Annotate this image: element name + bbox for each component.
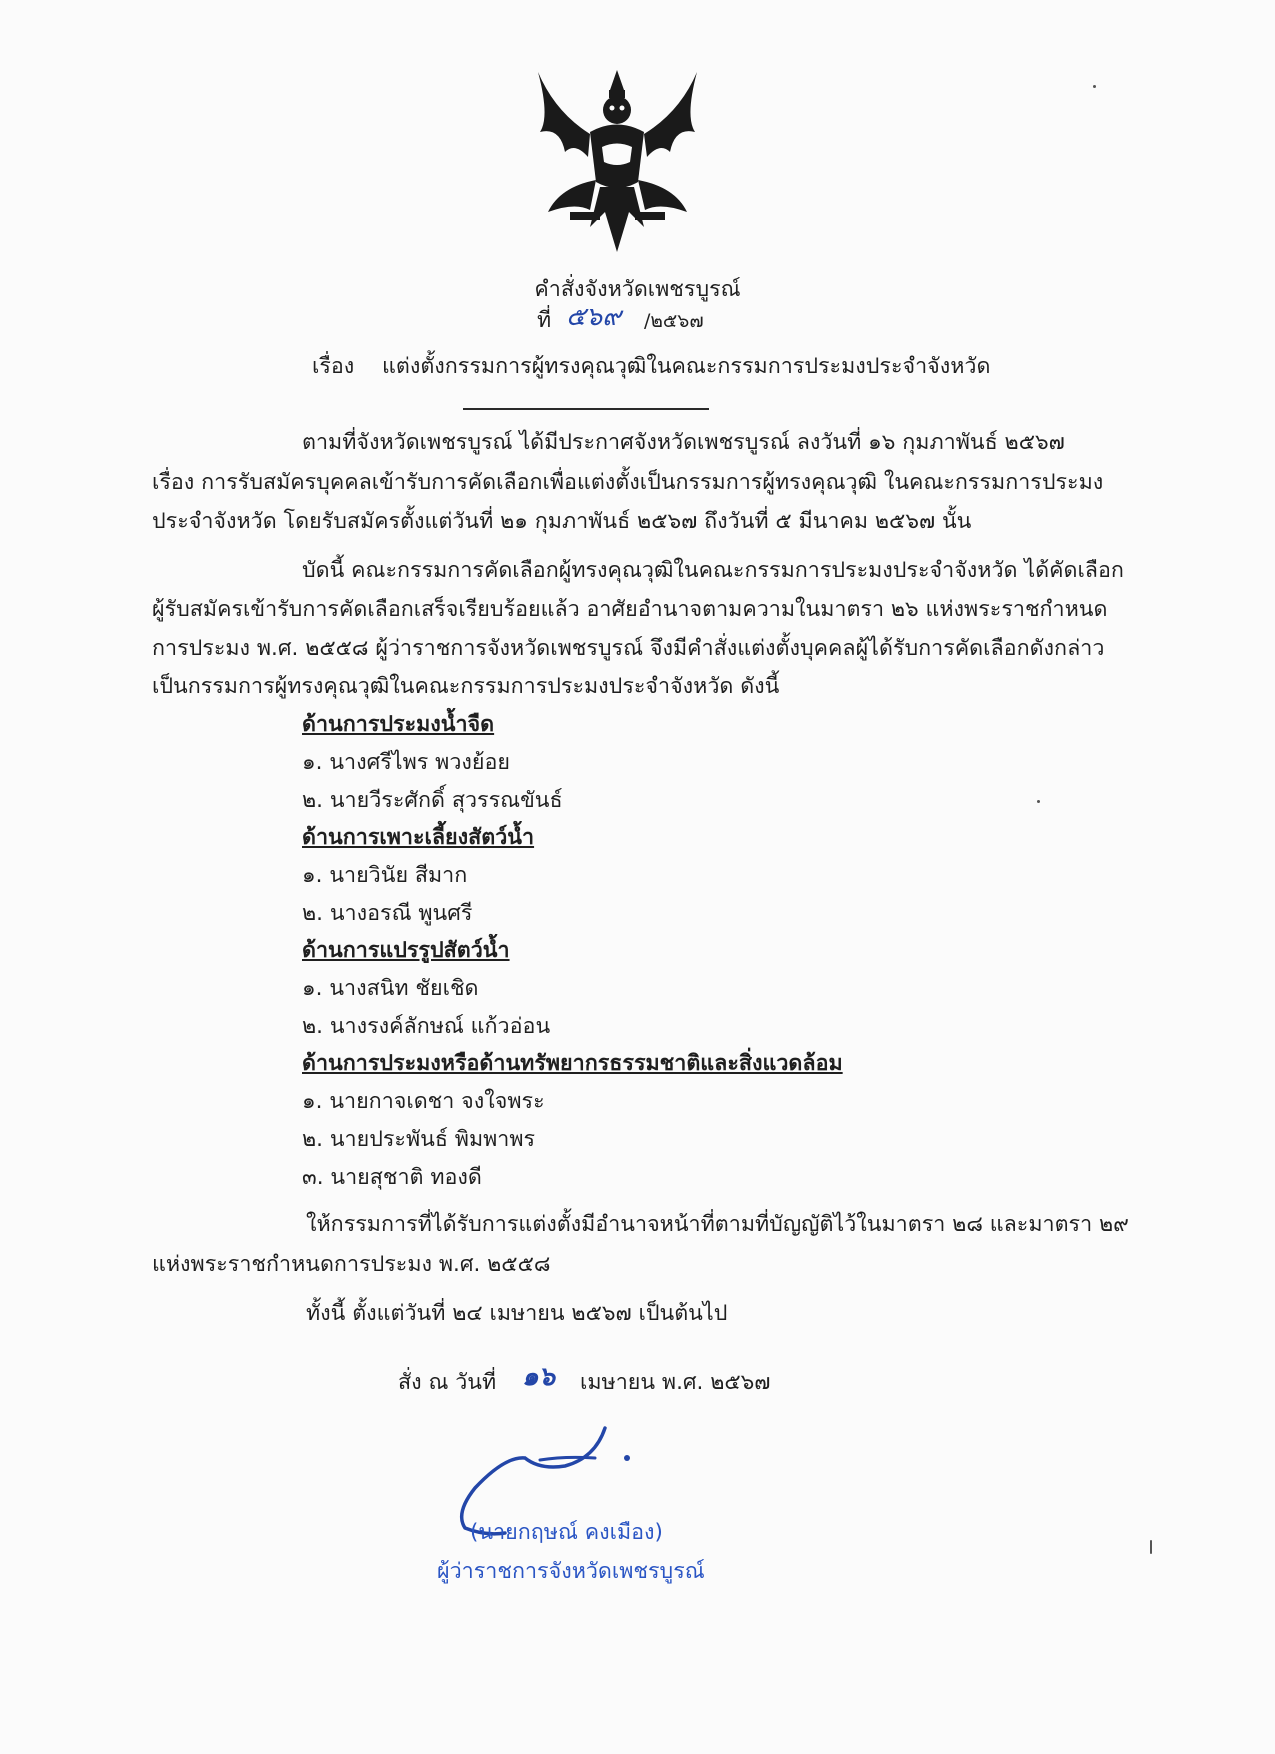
- paragraph-2-line-2: ผู้รับสมัครเข้ารับการคัดเลือกเสร็จเรียบร้อยแล้ว อาศัยอำนาจตามความในมาตรา ๒๖ แห่งพระราชกำหนด: [152, 597, 1108, 622]
- scan-speck: [1093, 85, 1096, 88]
- paragraph-2-line-4: เป็นกรรมการผู้ทรงคุณวุฒิในคณะกรรมการประมงประจำจังหวัด ดังนี้: [152, 674, 780, 699]
- issued-date-prefix: สั่ง ณ วันที่: [398, 1370, 497, 1395]
- section-heading-aquaculture: ด้านการเพาะเลี้ยงสัตว์น้ำ: [302, 825, 535, 850]
- member-item: ๒. นายประพันธ์ พิมพาพร: [302, 1127, 536, 1152]
- section-heading-freshwater: ด้านการประมงน้ำจืด: [302, 712, 495, 737]
- signer-name: (นายกฤษณ์ คงเมือง): [470, 1520, 663, 1545]
- member-item: ๒. นายวีระศักดิ์ สุวรรณขันธ์: [302, 788, 563, 813]
- member-item: ๒. นางอรณี พูนศรี: [302, 901, 473, 926]
- header-divider: [463, 408, 709, 410]
- paragraph-3-line-1: ให้กรรมการที่ได้รับการแต่งตั้งมีอำนาจหน้าที่ตามที่บัญญัติไว้ในมาตรา ๒๘ และมาตรา ๒๙: [306, 1212, 1129, 1237]
- subject-label: เรื่อง: [312, 354, 355, 379]
- member-item: ๑. นางศรีไพร พวงย้อย: [302, 750, 510, 775]
- member-item: ๒. นางรงค์ลักษณ์ แก้วอ่อน: [302, 1014, 551, 1039]
- section-heading-environment: ด้านการประมงหรือด้านทรัพยากรธรรมชาติและสิ่งแวดล้อม: [302, 1051, 843, 1076]
- scan-speck: [1150, 1540, 1152, 1554]
- order-year: /๒๕๖๗: [644, 310, 704, 332]
- order-title: คำสั่งจังหวัดเพชรบูรณ์: [534, 277, 741, 302]
- paragraph-1-line-1: ตามที่จังหวัดเพชรบูรณ์ ได้มีประกาศจังหวัดเพชรบูรณ์ ลงวันที่ ๑๖ กุมภาพันธ์ ๒๕๖๗: [302, 430, 1065, 455]
- effective-date: ทั้งนี้ ตั้งแต่วันที่ ๒๔ เมษายน ๒๕๖๗ เป็นต้นไป: [306, 1301, 728, 1326]
- paragraph-3-line-2: แห่งพระราชกำหนดการประมง พ.ศ. ๒๕๕๘: [152, 1252, 551, 1277]
- subject-text: แต่งตั้งกรรมการผู้ทรงคุณวุฒิในคณะกรรมการประมงประจำจังหวัด: [382, 354, 991, 379]
- member-item: ๓. นายสุชาติ ทองดี: [302, 1165, 482, 1190]
- paragraph-1-line-2: เรื่อง การรับสมัครบุคคลเข้ารับการคัดเลือกเพื่อแต่งตั้งเป็นกรรมการผู้ทรงคุณวุฒิ ในคณะกรรมการประมง: [152, 470, 1104, 495]
- signer-title: ผู้ว่าราชการจังหวัดเพชรบูรณ์: [437, 1559, 705, 1584]
- paragraph-2-line-1: บัดนี้ คณะกรรมการคัดเลือกผู้ทรงคุณวุฒิในคณะกรรมการประมงประจำจังหวัด ได้คัดเลือก: [302, 558, 1124, 583]
- section-heading-processing: ด้านการแปรรูปสัตว์น้ำ: [302, 938, 510, 963]
- scan-speck: [1037, 800, 1040, 803]
- member-item: ๑. นายกาจเดชา จงใจพระ: [302, 1089, 545, 1114]
- paragraph-1-line-3: ประจำจังหวัด โดยรับสมัครตั้งแต่วันที่ ๒๑ กุมภาพันธ์ ๒๕๖๗ ถึงวันที่ ๕ มีนาคม ๒๕๖๗ นั้น: [152, 509, 972, 534]
- issued-day-handwritten: ๑๖: [522, 1362, 556, 1392]
- member-item: ๑. นายวินัย สีมาก: [302, 863, 468, 888]
- issued-date-suffix: เมษายน พ.ศ. ๒๕๖๗: [580, 1370, 771, 1395]
- order-number-handwritten: ๕๖๙: [566, 302, 622, 332]
- order-number-label: ที่: [537, 308, 552, 333]
- paragraph-2-line-3: การประมง พ.ศ. ๒๕๕๘ ผู้ว่าราชการจังหวัดเพชรบูรณ์ จึงมีคำสั่งแต่งตั้งบุคคลผู้ได้รับการคัดเลือกดังกล่าว: [152, 636, 1105, 661]
- garuda-emblem: [530, 62, 705, 257]
- member-item: ๑. นางสนิท ชัยเชิด: [302, 976, 479, 1001]
